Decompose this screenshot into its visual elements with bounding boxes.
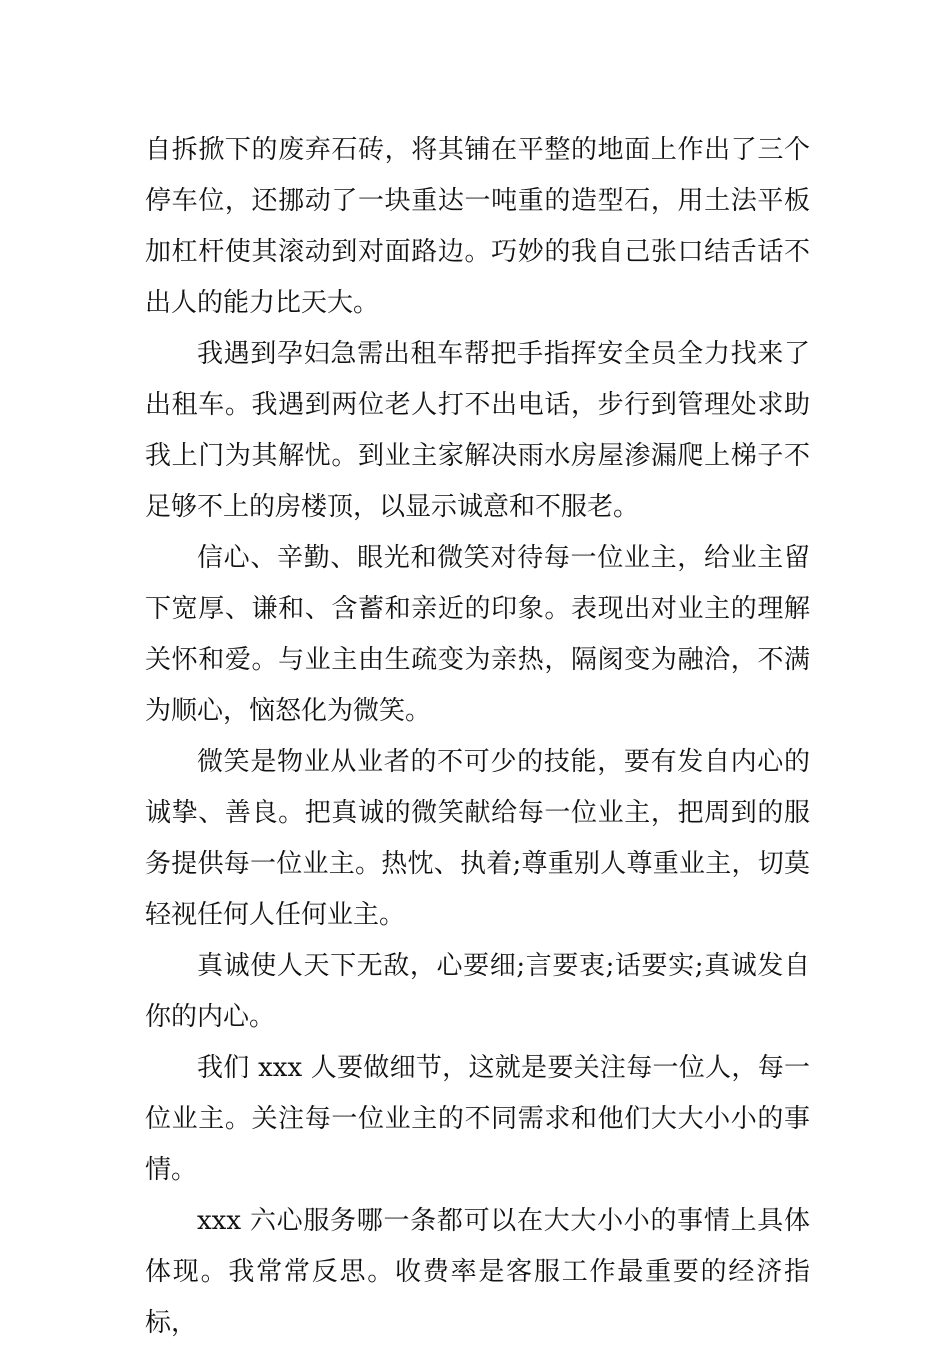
paragraph: 真诚使人天下无敌，心要细;言要衷;话要实;真诚发自你的内心。 [145, 951, 810, 1032]
document-body [145, 125, 810, 1349]
paragraph: xxx 六心服务哪一条都可以在大大小小的事情上具体体现。我常常反思。收费率是客服工作最重要的经济指标， [145, 1206, 810, 1338]
paragraph: 我遇到孕妇急需出租车帮把手指挥安全员全力找来了出租车。我遇到两位老人打不出电话，步行到管理处求助我上门为其解忧。到业主家解决雨水房屋渗漏爬上梯子不足够不上的房楼顶，以显示诚意和不服老。 [145, 339, 810, 522]
paragraph: 微笑是物业从业者的不可少的技能，要有发自内心的诚挚、善良。把真诚的微笑献给每一位业主，把周到的服务提供每一位业主。热忱、执着;尊重别人尊重业主，切莫轻视任何人任何业主。 [145, 747, 810, 930]
paragraph-continued: 自拆掀下的废弃石砖，将其铺在平整的地面上作出了三个停车位，还挪动了一块重达一吨重的造型石，用土法平板加杠杆使其滚动到对面路边。巧妙的我自己张口结舌话不出人的能力比天大。 [145, 135, 810, 318]
paragraph: 信心、辛勤、眼光和微笑对待每一位业主，给业主留下宽厚、谦和、含蓄和亲近的印象。表现出对业主的理解关怀和爱。与业主由生疏变为亲热，隔阂变为融洽，不满为顺心，恼怒化为微笑。 [145, 543, 810, 726]
paragraph: 我们 xxx 人要做细节，这就是要关注每一位人，每一位业主。关注每一位业主的不同需求和他们大大小小的事情。 [145, 1053, 810, 1185]
